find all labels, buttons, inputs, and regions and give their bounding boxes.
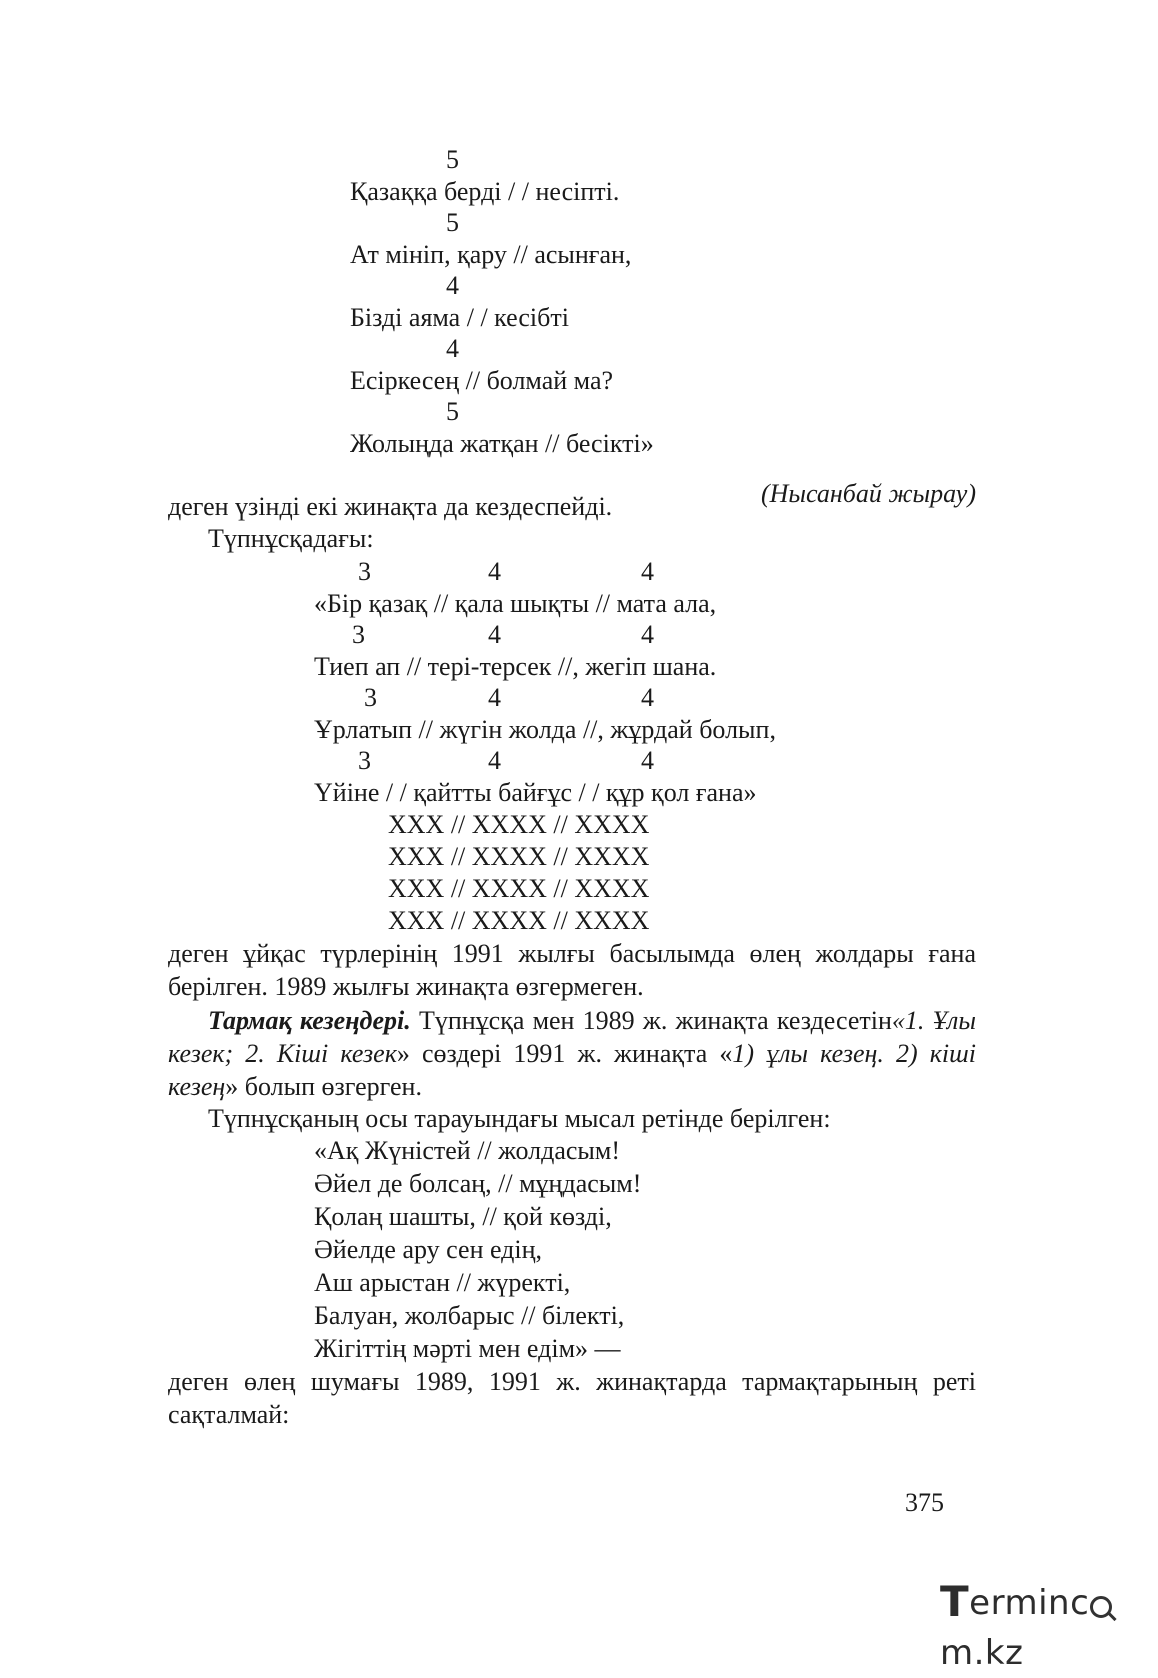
logo-text: m.kz [940,1633,1024,1673]
body-text: Түпнұсқадағы: [208,524,374,553]
syllable-count: 4 [641,683,654,712]
syllable-count: 3 [358,746,371,775]
poem-line: Есіркесең // болмай ма? [350,366,614,395]
syllable-count: 4 [488,746,501,775]
syllable-count: 4 [641,746,654,775]
logo-letter: T [940,1577,970,1626]
syllable-count: 4 [446,334,459,363]
poem-line: Бізді аяма / / кесібті [350,303,569,332]
poem-line: Әйел де болсаң, // мұңдасым! [314,1169,642,1198]
body-paragraph: деген өлең шумағы 1989, 1991 ж. жинақтарда тармақтарының реті сақталмай: [168,1367,976,1429]
poem-line: Ұрлатып // жүгін жолда //, жұрдай болып, [314,715,776,744]
syllable-count: 4 [488,620,501,649]
body-text: Түпнұсқаның осы тарауындағы мысал ретінде берілген: [208,1104,831,1133]
syllable-count: 5 [446,397,459,426]
rhyme-schema-line: ХХХ // ХХХХ // ХХХХ [388,906,650,935]
body-paragraph [168,1004,976,1103]
logo-text: erminc [969,1583,1090,1623]
rhyme-schema-line: ХХХ // ХХХХ // ХХХХ [388,842,650,871]
magnifier-icon [1090,1596,1112,1618]
syllable-count: 4 [446,271,459,300]
syllable-count: 4 [488,683,501,712]
syllable-count: 5 [446,145,459,174]
poem-line: Балуан, жолбарыс // білекті, [314,1301,625,1330]
syllable-count: 3 [364,683,377,712]
body-text: деген үзінді екі жинақта да кездеспейді. [168,492,613,521]
rhyme-schema-line: ХХХ // ХХХХ // ХХХХ [388,874,650,903]
poem-line: Ат мініп, қару // асынған, [350,240,632,269]
watermark-logo [940,1575,1150,1673]
syllable-count: 4 [641,620,654,649]
poem-line: Тиеп ап // тері-терсек //, жегіп шана. [314,652,717,681]
italic-run: «1. Ұлы кезек; 2. Кіші кезек [168,1006,976,1068]
syllable-count: 4 [641,557,654,586]
poem-line: Әйелде ару сен едің, [314,1235,543,1264]
page-number: 375 [905,1488,944,1517]
poem-line: Аш арыстан // жүректі, [314,1268,571,1297]
rhyme-schema-line: ХХХ // ХХХХ // ХХХХ [388,810,650,839]
text-run: Түпнұсқа мен 1989 ж. жинақта кездесетін [410,1006,892,1035]
section-term: Тармақ кезеңдері. [208,1006,411,1035]
poem-line: Жігіттің мәрті мен едім» — [314,1334,621,1363]
poem-line: Қазаққа берді / / несіпті. [350,177,620,206]
syllable-count: 3 [352,620,365,649]
poem-author: (Нысанбай жырау) [760,479,976,508]
text-run: » сөздері 1991 ж. жинақта « [396,1039,733,1068]
text-run: » болып өзгерген. [225,1072,422,1101]
syllable-count: 4 [488,557,501,586]
poem-line: Қолаң шашты, // қой көзді, [314,1202,612,1231]
poem-line: «Ақ Жүністей // жолдасым! [314,1136,620,1165]
poem-line: Жолыңда жатқан // бесікті» [350,429,654,458]
italic-run: 1) ұлы кезең. 2) кіші кезең [168,1039,976,1101]
syllable-count: 3 [358,557,371,586]
syllable-count: 5 [446,208,459,237]
poem-line: Үйіне / / қайтты байғұс / / құр қол ғана» [314,778,757,807]
body-paragraph: деген ұйқас түрлерінің 1991 жылғы басылымда өлең жолдары ғана берілген. 1989 жылғы жинақта өзгермеген. [168,939,976,1001]
poem-line: «Бір қазақ // қала шықты // мата ала, [314,589,717,618]
